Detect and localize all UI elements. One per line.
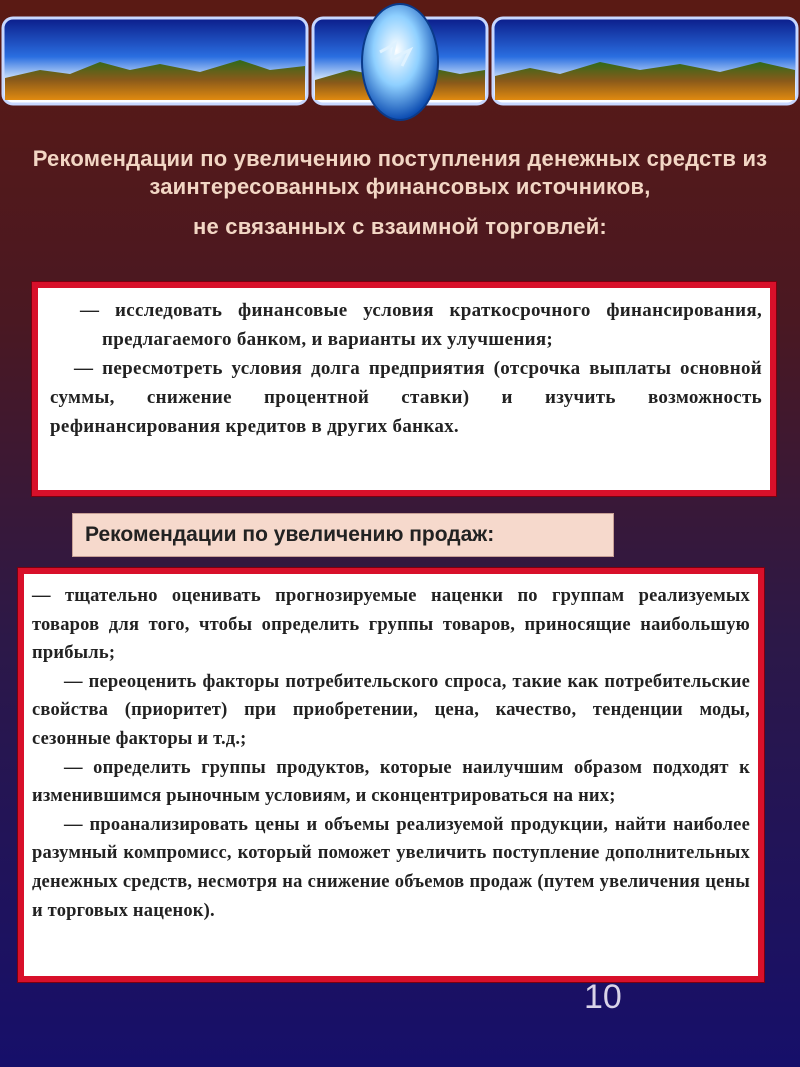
sales-item-4: — проанализировать цены и объемы реализуемой продукции, найти наиболее разумный компромисс, который поможет увеличить поступление дополнительных денежных средств, несмотря на снижение объемов продаж (путем увеличения цены и торговых наценок). [32,814,750,921]
page-subtitle: не связанных с взаимной торговлей: [193,214,607,239]
sales-recommendations-heading: Рекомендации по увеличению продаж: [72,513,614,557]
landscape-banner [0,0,800,130]
banner-panel-right [493,18,797,104]
crystal-orb-icon [362,4,438,120]
sales-recommendations-box [18,568,764,982]
page-title: Рекомендации по увеличению поступления денежных средств из заинтересованных финансовых источников, [32,146,768,199]
page-number: 10 [584,978,622,1016]
sales-item-2: — переоценить факторы потребительского спроса, такие как потребительские свойства (приоритет) при приобретении, цена, качество, тенденции моды, сезонные факторы и т.д.; [32,671,750,749]
financing-recommendations-box [32,282,776,496]
sales-item-3: — определить группы продуктов, которые наилучшим образом подходят к изменившимся рыночным условиям, и сконцентрироваться на них; [32,757,750,807]
financing-item-1: — исследовать финансовые условия краткосрочного финансирования, предлагаемого банком, и варианты их улучшения; [80,300,762,350]
sales-item-1: — тщательно оценивать прогнозируемые наценки по группам реализуемых товаров для того, чтобы определить группы товаров, приносящие наибольшую прибыль; [32,586,750,664]
financing-item-2: — пересмотреть условия долга предприятия (отсрочка выплаты основной суммы, снижение процентной ставки) и изучить возможность рефинансирования кредитов в других банках. [50,358,762,437]
banner-panel-left [3,18,307,104]
